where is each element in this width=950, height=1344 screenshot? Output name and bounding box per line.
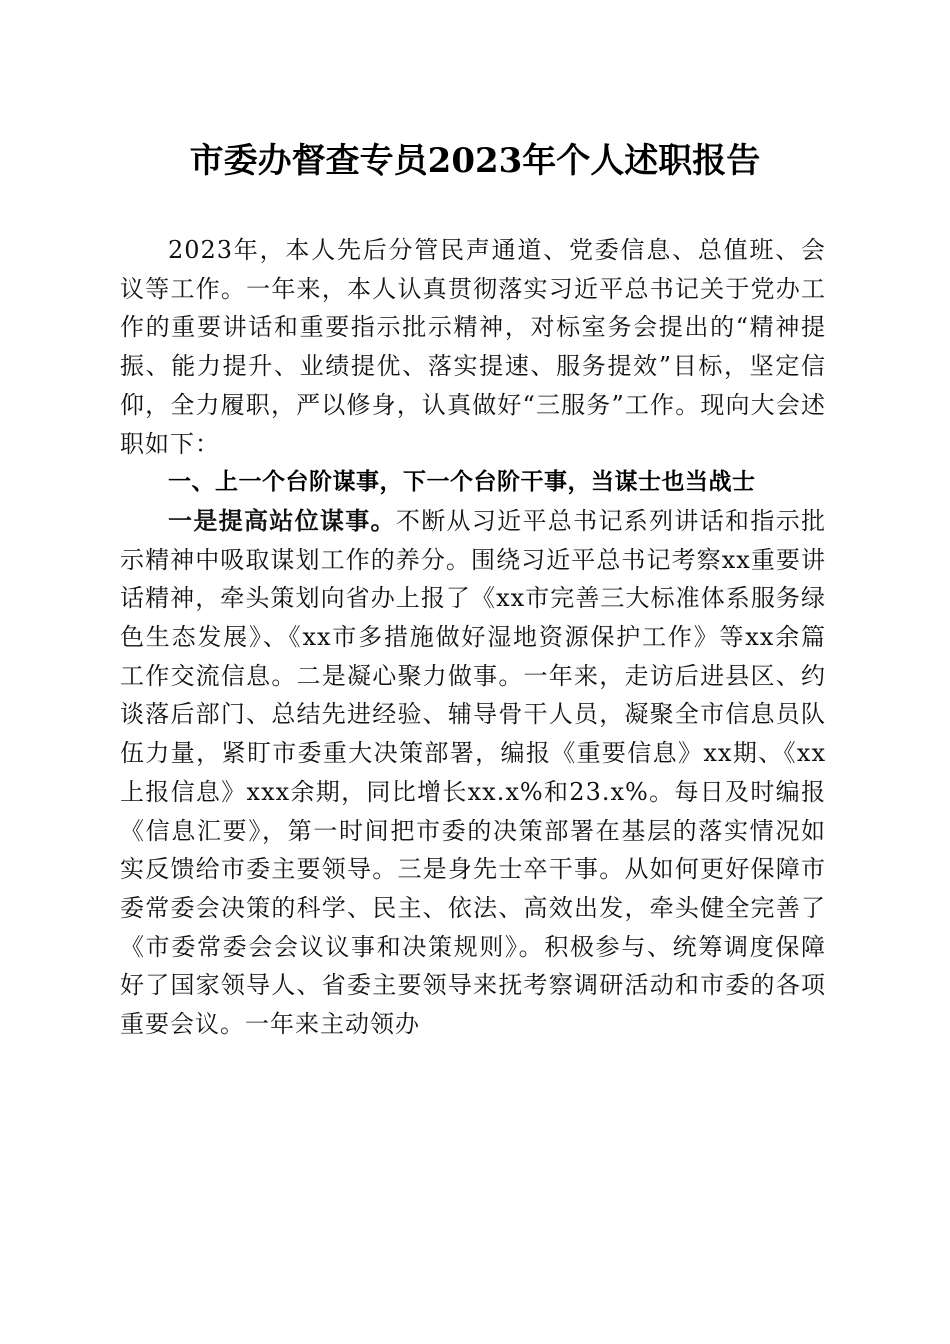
document-body: [120, 231, 826, 1044]
section-1-paragraph: [120, 502, 826, 1044]
section-1-lead: 一是提高站位谋事。: [168, 505, 396, 535]
section-1-body: 不断从习近平总书记系列讲话和指示批示精神中吸取谋划工作的养分。围绕习近平总书记考察xx重要讲话精神，牵头策划向省办上报了《xx市完善三大标准体系服务绿色生态发展》、《xx市多措施做好湿地资源保护工作》等xx余篇工作交流信息。二是凝心聚力做事。一年来，走访后进县区、约谈落后部门、总结先进经验、辅导骨干人员，凝聚全市信息员队伍力量，紧盯市委重大决策部署，编报《重要信息》xx期、《xx上报信息》xxx余期，同比增长xx.x%和23.x%。每日及时编报《信息汇要》，第一时间把市委的决策部署在基层的落实情况如实反馈给市委主要领导。三是身先士卒干事。从如何更好保障市委常委会决策的科学、民主、依法、高效出发，牵头健全完善了《市委常委会会议议事和决策规则》。积极参与、统筹调度保障好了国家领导人、省委主要领导来抚考察调研活动和市委的各项重要会议。一年来主动领办: [120, 506, 827, 1039]
intro-paragraph: 2023年，本人先后分管民声通道、党委信息、总值班、会议等工作。一年来，本人认真贯彻落实习近平总书记关于党办工作的重要讲话和重要指示批示精神，对标室务会提出的“精神提振、能力提升、业绩提优、落实提速、服务提效”目标，坚定信仰，全力履职，严以修身，认真做好“三服务”工作。现向大会述职如下：: [120, 236, 826, 458]
document-title: 市委办督查专员2023年个人述职报告: [189, 141, 761, 181]
section-1-heading: 一、上一个台阶谋事，下一个台阶干事，当谋士也当战士: [168, 469, 756, 496]
